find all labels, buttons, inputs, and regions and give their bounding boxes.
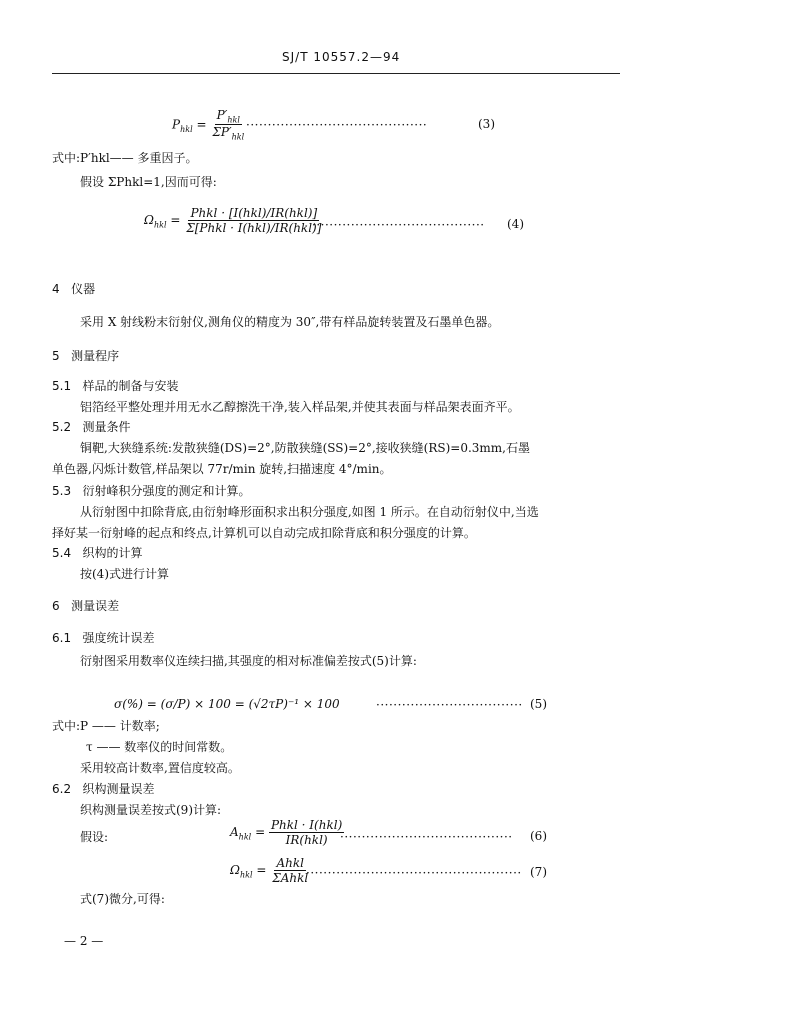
page-number: — 2 —: [64, 934, 104, 948]
assume-sum: 假设 ΣPhkl=1,因而可得:: [80, 175, 217, 189]
eq4-lhs-sub: hkl: [153, 220, 167, 230]
equation-7: [230, 856, 310, 885]
where-multiplicity: 式中:P′hkl—— 多重因子。: [52, 151, 198, 165]
eq7-number: (7): [530, 865, 547, 879]
eq3-leader: ··········································: [246, 118, 428, 132]
section-5-heading: 5 测量程序: [52, 349, 120, 363]
section-4-heading: 4 仪器: [52, 282, 96, 296]
eq4-fraction: [184, 206, 323, 235]
eq6-lhs: A: [230, 825, 239, 839]
eq4-leader: ········································: [312, 218, 485, 232]
differentiate-text: 式(7)微分,可得:: [80, 892, 165, 906]
section-5-1-heading: 5.1 样品的制备与安装: [52, 379, 179, 393]
eq3-equals: =: [196, 117, 207, 132]
eq7-leader: ··················································: [306, 866, 522, 880]
eq6-fraction: [269, 818, 344, 847]
eq4-denominator: Σ[Phkl · I(hkl)/IR(hkl)]: [186, 221, 322, 235]
section-5-4-heading: 5.4 织构的计算: [52, 546, 143, 560]
section-5-3-paragraph-line1: 从衍射图中扣除背底,由衍射峰形面积求出积分强度,如图 1 所示。在自动衍射仪中,当选: [80, 505, 539, 519]
equation-4: [144, 206, 323, 235]
assume-label: 假设:: [80, 830, 109, 844]
where-count-rate: 式中:P —— 计数率;: [52, 719, 160, 733]
section-5-2-heading: 5.2 测量条件: [52, 420, 131, 434]
eq5-number: (5): [530, 697, 547, 711]
eq6-denominator: IR(hkl): [285, 833, 328, 847]
eq4-equals: =: [170, 213, 181, 227]
eq4-lhs: Ω: [144, 213, 154, 227]
eq6-leader: ········································: [340, 830, 513, 844]
eq4-number: (4): [507, 217, 524, 231]
section-5-1-paragraph: 铝箔经平整处理并用无水乙醇擦洗干净,装入样品架,并使其表面与样品架表面齐平。: [80, 400, 520, 414]
eq3-lhs: P: [172, 117, 181, 132]
standard-code-header: SJ/T 10557.2—94: [282, 50, 401, 64]
eq7-lhs: Ω: [230, 863, 240, 877]
eq5-leader: ··································: [376, 698, 523, 712]
equation-5: σ(%) = (σ/P) × 100 = (√2τP)⁻¹ × 100: [114, 697, 340, 711]
eq6-lhs-sub: hkl: [238, 832, 252, 842]
eq3-number: (3): [478, 117, 495, 131]
eq3-denominator: $\Sigma P'_{hkl}$: [212, 125, 245, 142]
section-6-1-paragraph: 衍射图采用数率仪连续扫描,其强度的相对标准偏差按式(5)计算:: [80, 654, 417, 668]
eq3-lhs-sub: hkl: [180, 124, 193, 134]
eq7-numerator: Ahkl: [276, 856, 304, 870]
eq3-numerator: $P'_{hkl}$: [216, 108, 240, 125]
section-5-3-paragraph-line2: 择好某一衍射峰的起点和终点,计算机可以自动完成扣除背底和积分强度的计算。: [52, 526, 476, 540]
eq4-numerator: Phkl · [I(hkl)/IR(hkl)]: [190, 206, 318, 220]
section-6-1-heading: 6.1 强度统计误差: [52, 631, 155, 645]
section-6-2-heading: 6.2 织构测量误差: [52, 782, 155, 796]
equation-3: [172, 108, 246, 142]
eq7-lhs-sub: hkl: [239, 870, 253, 880]
eq7-fraction: [270, 856, 310, 885]
section-6-2-paragraph: 织构测量误差按式(9)计算:: [80, 803, 222, 817]
where-time-constant: τ —— 数率仪的时间常数。: [86, 740, 233, 754]
eq3-fraction: [210, 108, 246, 142]
section-4-paragraph: 采用 X 射线粉末衍射仪,测角仪的精度为 30″,带有样品旋转装置及石墨单色器。: [80, 315, 500, 329]
header-rule: [52, 73, 620, 74]
section-5-3-heading: 5.3 衍射峰积分强度的测定和计算。: [52, 484, 251, 498]
section-5-4-paragraph: 按(4)式进行计算: [80, 567, 169, 581]
section-6-heading: 6 测量误差: [52, 599, 120, 613]
eq7-denominator: ΣAhkl: [272, 871, 309, 885]
equation-6: [230, 818, 344, 847]
eq6-number: (6): [530, 829, 547, 843]
eq7-equals: =: [256, 863, 267, 877]
eq6-numerator: Phkl · I(hkl): [270, 818, 343, 832]
eq6-equals: =: [255, 825, 266, 839]
section-5-2-paragraph-line1: 铜靶,大狭缝系统:发散狭缝(DS)=2°,防散狭缝(SS)=2°,接收狭缝(RS)=0.3mm,石墨: [80, 441, 530, 455]
section-5-2-paragraph-line2: 单色器,闪烁计数管,样品架以 77r/min 旋转,扫描速度 4°/min。: [52, 462, 392, 476]
section-6-1-note: 采用较高计数率,置信度较高。: [80, 761, 240, 775]
